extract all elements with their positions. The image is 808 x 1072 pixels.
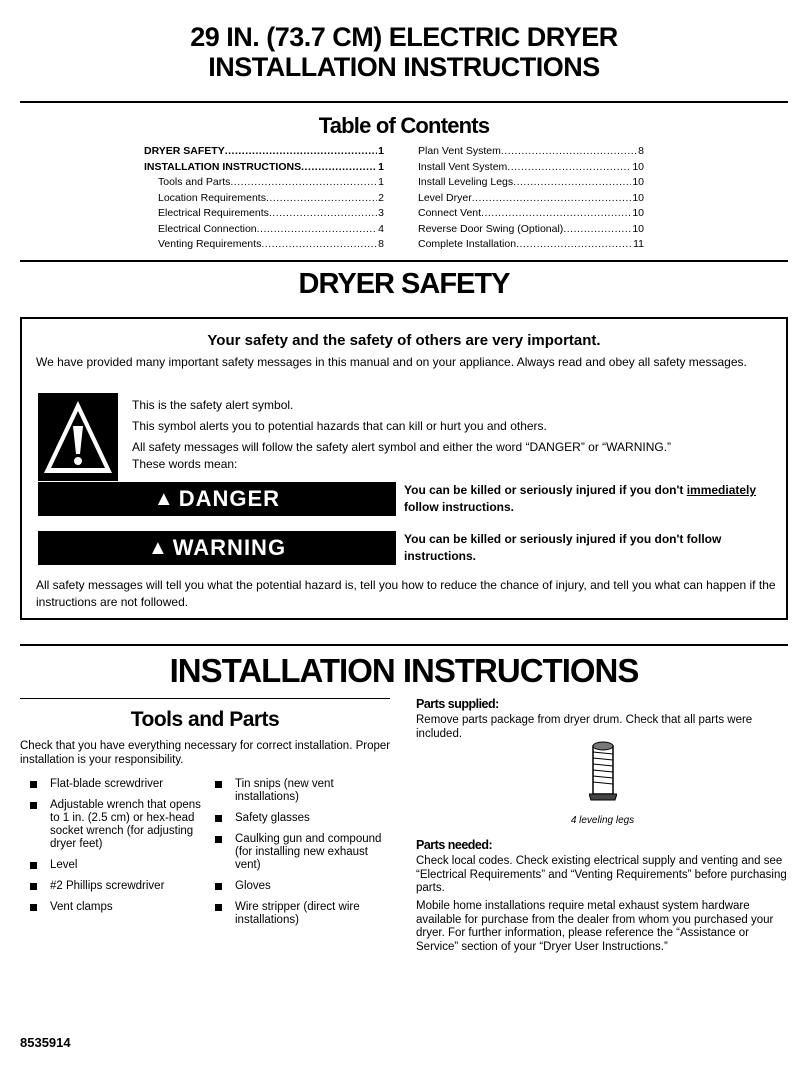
toc-entry-page: 11 bbox=[633, 238, 644, 250]
bullet-square-icon bbox=[215, 883, 222, 890]
toc-entry-page: 2 bbox=[378, 191, 384, 204]
toc-entry-label: Electrical Requirements bbox=[158, 207, 269, 219]
document-title-line2: INSTALLATION INSTRUCTIONS bbox=[208, 52, 600, 82]
toc-title: Table of Contents bbox=[318, 113, 490, 138]
toc-entry-label: INSTALLATION INSTRUCTIONS bbox=[144, 160, 302, 173]
toc-leader-dots bbox=[507, 160, 631, 176]
toc-right-column bbox=[418, 144, 644, 253]
toc-leader-dots bbox=[472, 191, 632, 207]
toc-entry bbox=[144, 191, 384, 207]
tools-list-left bbox=[20, 778, 205, 922]
symbol-text-1: This is the safety alert symbol. bbox=[132, 398, 294, 412]
bullet-square-icon bbox=[215, 904, 222, 911]
toc-leader-dots bbox=[269, 206, 377, 222]
safety-alert-icon bbox=[38, 393, 118, 481]
toc-leader-dots bbox=[301, 160, 377, 176]
toc-entry bbox=[418, 175, 644, 191]
toc-entry bbox=[144, 160, 384, 176]
toc-entry bbox=[418, 144, 644, 160]
toc-leader-dots bbox=[501, 144, 637, 160]
bullet-square-icon bbox=[215, 781, 222, 788]
parts-needed-text-2: Mobile home installations require metal exhaust system hardware available for purchase from the dealer from whom you purchased your dryer. For further information, please reference the “Assistance or Service” section of your “Dryer User Instructions.” bbox=[416, 900, 774, 953]
tools-rule bbox=[20, 698, 390, 699]
tool-list-item-text: Safety glasses bbox=[235, 812, 310, 824]
toc-entry bbox=[418, 237, 644, 253]
toc-entry-page: 8 bbox=[638, 145, 644, 157]
toc-entry-page: 10 bbox=[632, 207, 644, 219]
tool-list-item-text: Vent clamps bbox=[50, 901, 113, 913]
toc-leader-dots bbox=[513, 175, 631, 191]
tools-list-right bbox=[205, 778, 385, 935]
tool-list-item bbox=[205, 901, 385, 927]
tool-list-item-text: Flat-blade screwdriver bbox=[50, 778, 164, 790]
tool-list-item-text: Caulking gun and compound (for installing new exhaust vent) bbox=[235, 833, 382, 871]
tool-list-item-text: Level bbox=[50, 859, 78, 871]
parts-needed-text-1: Check local codes. Check existing electrical supply and venting and see “Electrical Requirements” and “Venting Requirements” before purchasing parts. bbox=[416, 855, 787, 894]
bullet-square-icon bbox=[30, 802, 37, 809]
toc-entry-label: Location Requirements bbox=[158, 191, 266, 204]
tools-intro: Check that you have everything necessary for correct installation. Proper installation is your responsibility. bbox=[20, 740, 391, 766]
bullet-square-icon bbox=[30, 904, 37, 911]
toc-leader-dots bbox=[481, 206, 631, 222]
toc-entry bbox=[144, 175, 384, 191]
safety-heading: Your safety and the safety of others are very important. bbox=[207, 332, 601, 349]
bullet-square-icon bbox=[30, 781, 37, 788]
toc-entry bbox=[144, 206, 384, 222]
warning-description: You can be killed or seriously injured if you don't follow instructions. bbox=[404, 532, 722, 563]
tool-list-item bbox=[205, 778, 385, 804]
toc-entry-label: Venting Requirements bbox=[158, 238, 262, 250]
toc-entry-page: 1 bbox=[378, 176, 384, 188]
danger-description bbox=[404, 482, 784, 516]
warning-alert-icon: ▲ bbox=[147, 536, 169, 559]
warning-label: WARNING bbox=[172, 535, 287, 560]
toc-leader-dots bbox=[266, 191, 377, 207]
toc-entry-label: Tools and Parts bbox=[158, 176, 231, 188]
installation-title: INSTALLATION INSTRUCTIONS bbox=[169, 652, 639, 689]
danger-alert-icon: ▲ bbox=[153, 487, 175, 510]
danger-label: DANGER bbox=[178, 486, 281, 511]
toc-entry-label: Connect Vent bbox=[418, 207, 482, 219]
bullet-square-icon bbox=[30, 862, 37, 869]
tool-list-item bbox=[20, 778, 205, 791]
toc-leader-dots bbox=[225, 144, 377, 160]
header-divider bbox=[20, 101, 788, 103]
tool-list-item bbox=[20, 859, 205, 872]
toc-leader-dots bbox=[230, 175, 377, 191]
bullet-square-icon bbox=[30, 883, 37, 890]
toc-entry-page: 1 bbox=[378, 160, 384, 173]
tool-list-item bbox=[20, 799, 205, 851]
toc-entry-page: 10 bbox=[632, 191, 644, 204]
toc-entry-label: Install Leveling Legs bbox=[418, 176, 514, 188]
toc-divider bbox=[20, 260, 788, 262]
toc-left-column bbox=[144, 144, 384, 253]
toc-entry-label: Electrical Connection bbox=[158, 222, 257, 235]
parts-supplied-text: Remove parts package from dryer drum. Check that all parts were included. bbox=[416, 714, 753, 740]
parts-needed-title: Parts needed: bbox=[416, 838, 493, 852]
tool-list-item bbox=[205, 812, 385, 825]
bullet-square-icon bbox=[215, 815, 222, 822]
tool-list-item-text: Adjustable wrench that opens to 1 in. (2.5 cm) or hex-head socket wrench (for adjusting dryer feet) bbox=[50, 799, 201, 850]
toc-entry-label: Install Vent System bbox=[418, 160, 508, 173]
safety-message-box bbox=[20, 317, 788, 620]
tool-list-item-text: #2 Phillips screwdriver bbox=[50, 880, 165, 892]
tool-list-item bbox=[205, 880, 385, 893]
document-title-line1: 29 IN. (73.7 CM) ELECTRIC DRYER bbox=[190, 22, 618, 52]
part-number: 8535914 bbox=[20, 1035, 71, 1050]
safety-outro: All safety messages will tell you what the potential hazard is, tell you how to reduce the chance of injury, and tell you what can happen if the instructions are not followed. bbox=[36, 578, 776, 609]
toc-leader-dots bbox=[261, 237, 377, 253]
tool-list-item bbox=[20, 880, 205, 893]
toc-entry-page: 1 bbox=[378, 145, 384, 157]
toc-entry-page: 10 bbox=[632, 222, 644, 235]
toc-entry-label: Complete Installation bbox=[418, 238, 517, 250]
toc-leader-dots bbox=[516, 237, 632, 253]
tool-list-item bbox=[20, 901, 205, 914]
leveling-leg-icon bbox=[589, 740, 617, 802]
danger-signal-word bbox=[38, 482, 396, 516]
toc-leader-dots bbox=[257, 222, 378, 238]
danger-text-pre: You can be killed or seriously injured if you don't bbox=[404, 483, 687, 497]
danger-text-emphasis: immediately bbox=[686, 483, 757, 497]
safety-divider bbox=[20, 644, 788, 646]
parts-supplied-title: Parts supplied: bbox=[416, 697, 499, 711]
symbol-text-2: This symbol alerts you to potential hazards that can kill or hurt you and others. bbox=[132, 419, 547, 433]
toc-entry-page: 8 bbox=[378, 238, 384, 250]
toc-entry-label: Reverse Door Swing (Optional) bbox=[418, 222, 564, 235]
toc-entry-label: DRYER SAFETY bbox=[144, 145, 225, 157]
toc-entry-label: Level Dryer bbox=[418, 191, 472, 204]
tool-list-item bbox=[205, 833, 385, 872]
toc-entry bbox=[418, 206, 644, 222]
toc-entry bbox=[418, 222, 644, 238]
safety-intro: We have provided many important safety messages in this manual and on your appliance. Always read and obey all safety messages. bbox=[36, 355, 747, 369]
warning-signal-word bbox=[38, 531, 396, 565]
toc-entry-label: Plan Vent System bbox=[418, 145, 501, 157]
dryer-safety-title: DRYER SAFETY bbox=[298, 268, 510, 300]
symbol-text-4: These words mean: bbox=[132, 457, 238, 471]
toc-entry bbox=[144, 144, 384, 160]
toc-entry-page: 4 bbox=[378, 222, 384, 235]
danger-text-post: follow instructions. bbox=[404, 500, 514, 514]
toc-entry-page: 10 bbox=[632, 176, 644, 188]
toc-entry bbox=[144, 237, 384, 253]
tool-list-item-text: Tin snips (new vent installations) bbox=[235, 778, 334, 803]
tool-list-item-text: Wire stripper (direct wire installations) bbox=[235, 901, 360, 926]
toc-entry bbox=[144, 222, 384, 238]
tool-list-item-text: Gloves bbox=[235, 880, 271, 892]
toc-entry bbox=[418, 191, 644, 207]
bullet-square-icon bbox=[215, 836, 222, 843]
tools-title: Tools and Parts bbox=[130, 708, 280, 731]
toc-entry bbox=[418, 160, 644, 176]
toc-entry-page: 10 bbox=[632, 160, 644, 173]
toc-leader-dots bbox=[563, 222, 631, 238]
toc-entry-page: 3 bbox=[378, 207, 384, 219]
leveling-legs-caption: 4 leveling legs bbox=[570, 815, 635, 826]
symbol-text-3: All safety messages will follow the safety alert symbol and either the word “DANGER” or “WARNING.” bbox=[132, 440, 672, 454]
